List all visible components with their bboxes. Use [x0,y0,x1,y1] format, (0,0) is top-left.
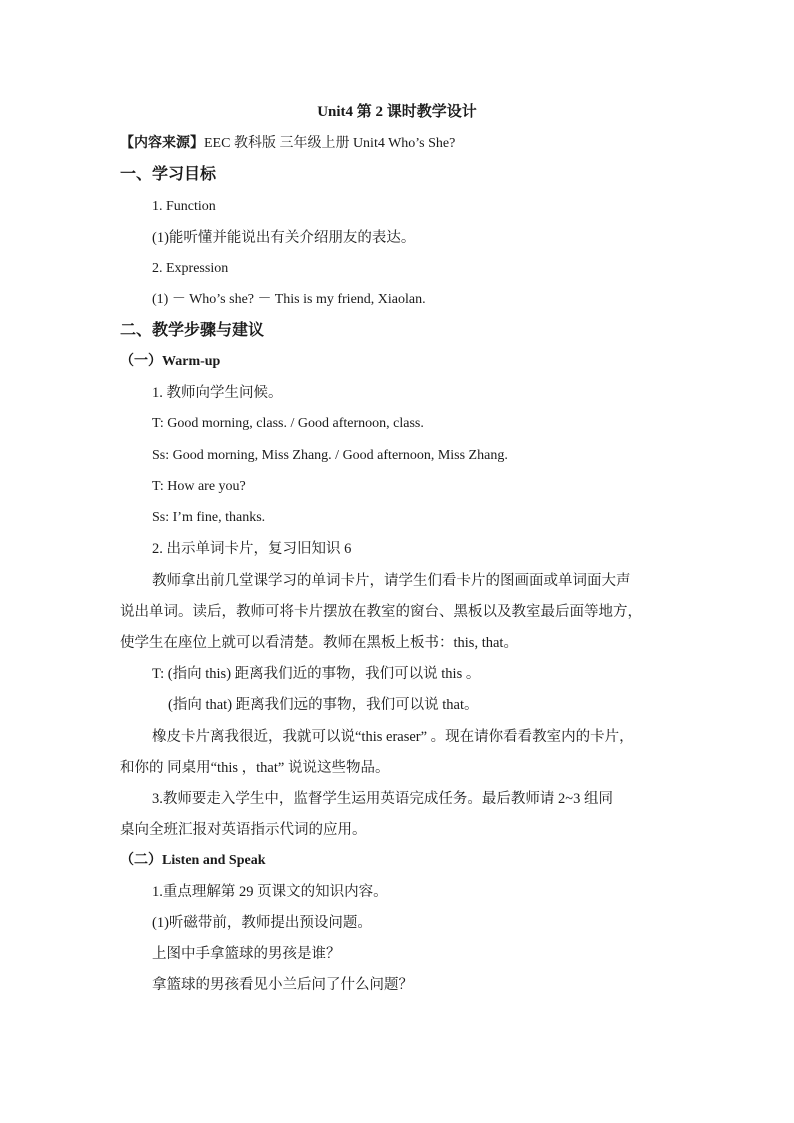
paragraph-line: 使学生在座位上就可以看清楚。教师在黑板上板书：this, that。 [120,635,518,651]
paragraph-line: 说出单词。读后，教师可将卡片摆放在教室的窗台、黑板以及教室最后面等地方， [120,604,642,620]
warmup-line-1: 1. 教师向学生问候。 [152,385,283,401]
goal-line-3: 2. Expression [152,261,229,276]
dialog-line-2: (指向 that) 距离我们远的事物，我们可以说 that。 [168,697,479,713]
warmup-line-3: Ss: Good morning, Miss Zhang. / Good afternoon, Miss Zhang. [152,448,508,463]
listen-line-2: (1)听磁带前，教师提出预设问题。 [152,915,372,931]
warmup-line-2: T: Good morning, class. / Good afternoon, class. [152,416,424,431]
content-source-text: EEC 教科版 三年级上册 Unit4 Who’s She? [204,136,456,151]
subheading-warmup: （一）Warm-up [120,354,221,369]
section-heading-goals: 一、学习目标 [120,166,217,183]
listen-line-4: 拿篮球的男孩看见小兰后问了什么问题？ [152,977,413,993]
dialog-line-1: T: (指向 this) 距离我们近的事物，我们可以说 this 。 [152,666,481,682]
goal-line-1: 1. Function [152,199,216,214]
warmup-line-4: T: How are you? [152,479,246,494]
listen-line-3: 上图中手拿篮球的男孩是谁？ [152,946,341,962]
subheading-listen-speak: （二）Listen and Speak [120,853,266,868]
paragraph2-line: 橡皮卡片离我很近，我就可以说“this eraser” 。现在请你看看教室内的卡片， [152,729,634,745]
goal-line-2: (1)能听懂并能说出有关介绍朋友的表达。 [152,230,416,246]
warmup-line-6: 2. 出示单词卡片，复习旧知识 6 [152,541,352,557]
listen-line-1: 1.重点理解第 29 页课文的知识内容。 [152,884,388,900]
warmup-line-5: Ss: I’m fine, thanks. [152,510,266,525]
content-source-label: 【内容来源】 [120,136,204,151]
goal-line-4: (1) － Who’s she? － This is my friend, Xiaolan. [152,292,426,307]
paragraph2-line: 和你的 同桌用“this ，that” 说说这些物品。 [120,760,390,776]
section-heading-steps: 二、教学步骤与建议 [120,322,265,339]
doc-title: Unit4 第 2 课时教学设计 [317,104,477,120]
paragraph3-line: 3.教师要走入学生中，监督学生运用英语完成任务。最后教师请 2~3 组同 [152,791,613,807]
content-source [120,134,455,154]
paragraph-line: 教师拿出前几堂课学习的单词卡片，请学生们看卡片的图画面或单词面大声 [152,573,631,589]
paragraph3-line: 桌向全班汇报对英语指示代词的应用。 [120,822,367,838]
